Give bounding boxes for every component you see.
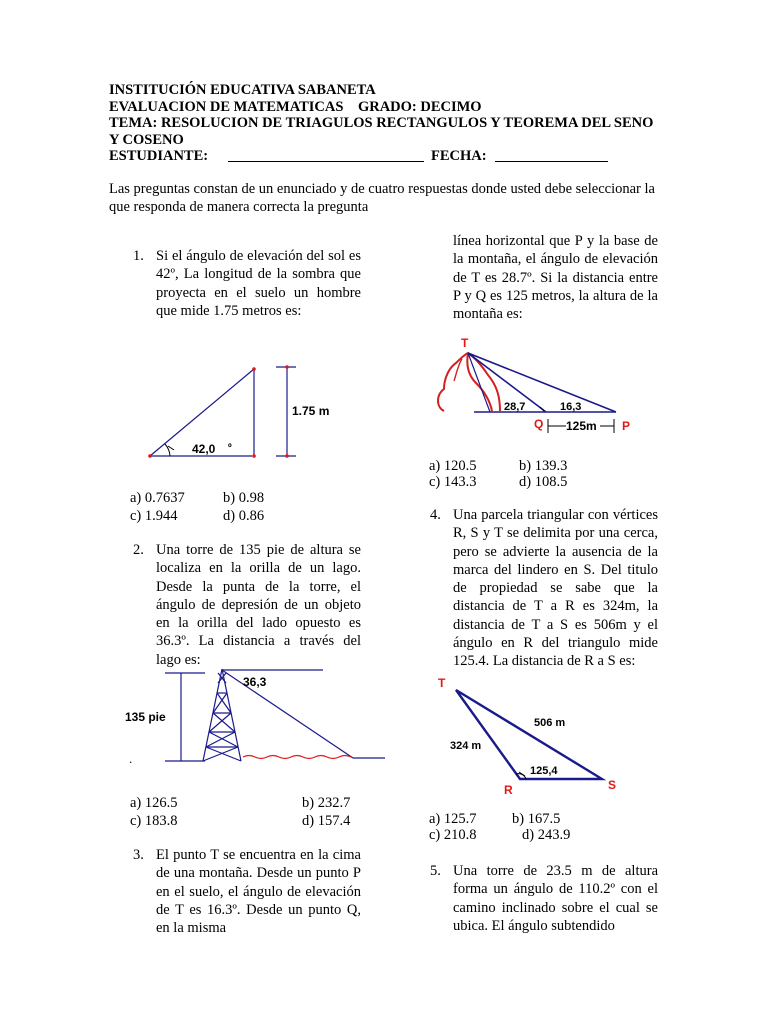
q1-angle-arc [165,444,170,456]
exam-header [109,82,669,165]
question-5-text: Una torre de 23.5 m de altura forma un ángulo de 110.2º con el camino inclinado sobre el cual se ubica. El ángulo subtendido [453,863,658,934]
q4-triangle [456,690,602,779]
question-4-figure [430,668,630,798]
q2-angle-label: 36,3 [243,675,267,689]
q4-option-d[interactable]: d) 243.9 [522,827,571,843]
question-5-number: 5. [430,863,441,879]
q4-option-b[interactable]: b) 167.5 [512,811,561,827]
q3-option-b[interactable]: b) 139.3 [519,458,568,474]
q4-label-T: T [438,676,446,690]
question-3-figure [430,335,670,440]
student-label: ESTUDIANTE: [109,148,209,164]
date-label: FECHA: [431,148,487,164]
q4-label-R: R [504,783,513,797]
student-row [109,148,669,165]
topic-line-2: Y COSENO [109,131,184,148]
q2-height-label: 135 pie [125,710,166,724]
q2-option-d[interactable]: d) 157.4 [302,813,351,829]
q4-side-TS: 506 m [534,717,566,729]
q2-option-b[interactable]: b) 232.7 [302,795,351,811]
question-4-number: 4. [430,507,441,523]
q3-angle-q: 28,7 [504,401,526,413]
q4-angle-label: 125,4 [530,765,558,777]
q2-option-c[interactable]: c) 183.8 [130,813,178,829]
q1-option-b[interactable]: b) 0.98 [223,490,265,506]
question-1-number: 1. [133,248,144,264]
q3-option-a[interactable]: a) 120.5 [429,458,477,474]
q2-lake [243,756,351,759]
q4-side-TR: 324 m [450,740,482,752]
q3-option-d[interactable]: d) 108.5 [519,474,568,490]
instructions: Las preguntas constan de un enunciado y de cuatro respuestas donde usted debe seleccionar la que responda de manera correcta la pregunta [109,181,655,215]
q2-depression-line [222,670,353,758]
q3-label-P: P [622,419,631,433]
question-2-number: 2. [133,542,144,558]
q3-label-T: T [461,336,469,350]
question-4-text: Una parcela triangular con vértices R, S y T se delimita por una cerca, pero se advierte la ausencia de la marca del lindero en S. Del titulo de propiedad se sabe que la distancia de T a R es 324m, la distancia de T a S es 506m y el ángulo en R del triangulo mide 125.4. La distancia de R a S es: [453,507,658,670]
q1-height-label: 1.75 m [292,404,330,418]
q4-option-c[interactable]: c) 210.8 [429,827,477,843]
topic-line-1: TEMA: RESOLUCION DE TRIAGULOS RECTANGULOS Y TEOREMA DEL SENO [109,115,654,131]
date-field[interactable] [495,149,608,162]
question-2-text: Una torre de 135 pie de altura se localiza en la orilla de un lago. Desde la punta de la torre, el ángulo de depresión de un objeto en la orilla del lado opuesto es 36.3º. La distancia a través del lago es: [156,542,361,668]
q4-label-S: S [608,778,617,792]
q4-option-a[interactable]: a) 125.7 [429,811,477,827]
question-2-figure [125,665,387,775]
q3-label-Q: Q [534,417,544,431]
student-name-field[interactable] [228,149,424,162]
question-3-number: 3. [133,847,144,863]
evaluation-title: EVALUACION DE MATEMATICAS GRADO: DECIMO [109,98,482,115]
q2-option-a[interactable]: a) 126.5 [130,795,178,811]
q1-angle-label: 42,0 [192,442,216,456]
q1-option-d[interactable]: d) 0.86 [223,508,265,524]
q3-option-c[interactable]: c) 143.3 [429,474,477,490]
question-3-text-left: El punto T se encuentra en la cima de una montaña. Desde un punto P en el suelo, el ángulo de elevación de T es 16.3º. Desde un punto Q, en la misma [156,847,361,937]
q1-option-c[interactable]: c) 1.944 [130,508,178,524]
q1-degree-symbol: º [228,443,232,454]
q1-option-a[interactable]: a) 0.7637 [130,490,185,506]
q3-distance-label: 125m [566,419,597,433]
q2-dot: . [129,751,133,766]
tower-icon [203,669,241,761]
question-3-text-right: línea horizontal que P y la base de la montaña, el ángulo de elevación de T es 28.7º. Si la distancia entre P y Q es 125 metros, la altura de la montaña es: [453,233,658,323]
q3-angle-p: 16,3 [560,401,582,413]
question-1-figure [140,360,350,470]
institution-name: INSTITUCIÓN EDUCATIVA SABANETA [109,82,376,98]
question-1-text: Si el ángulo de elevación del sol es 42º, La longitud de la sombra que proyecta en el suelo un hombre que mide 1.75 metros es: [156,248,361,319]
